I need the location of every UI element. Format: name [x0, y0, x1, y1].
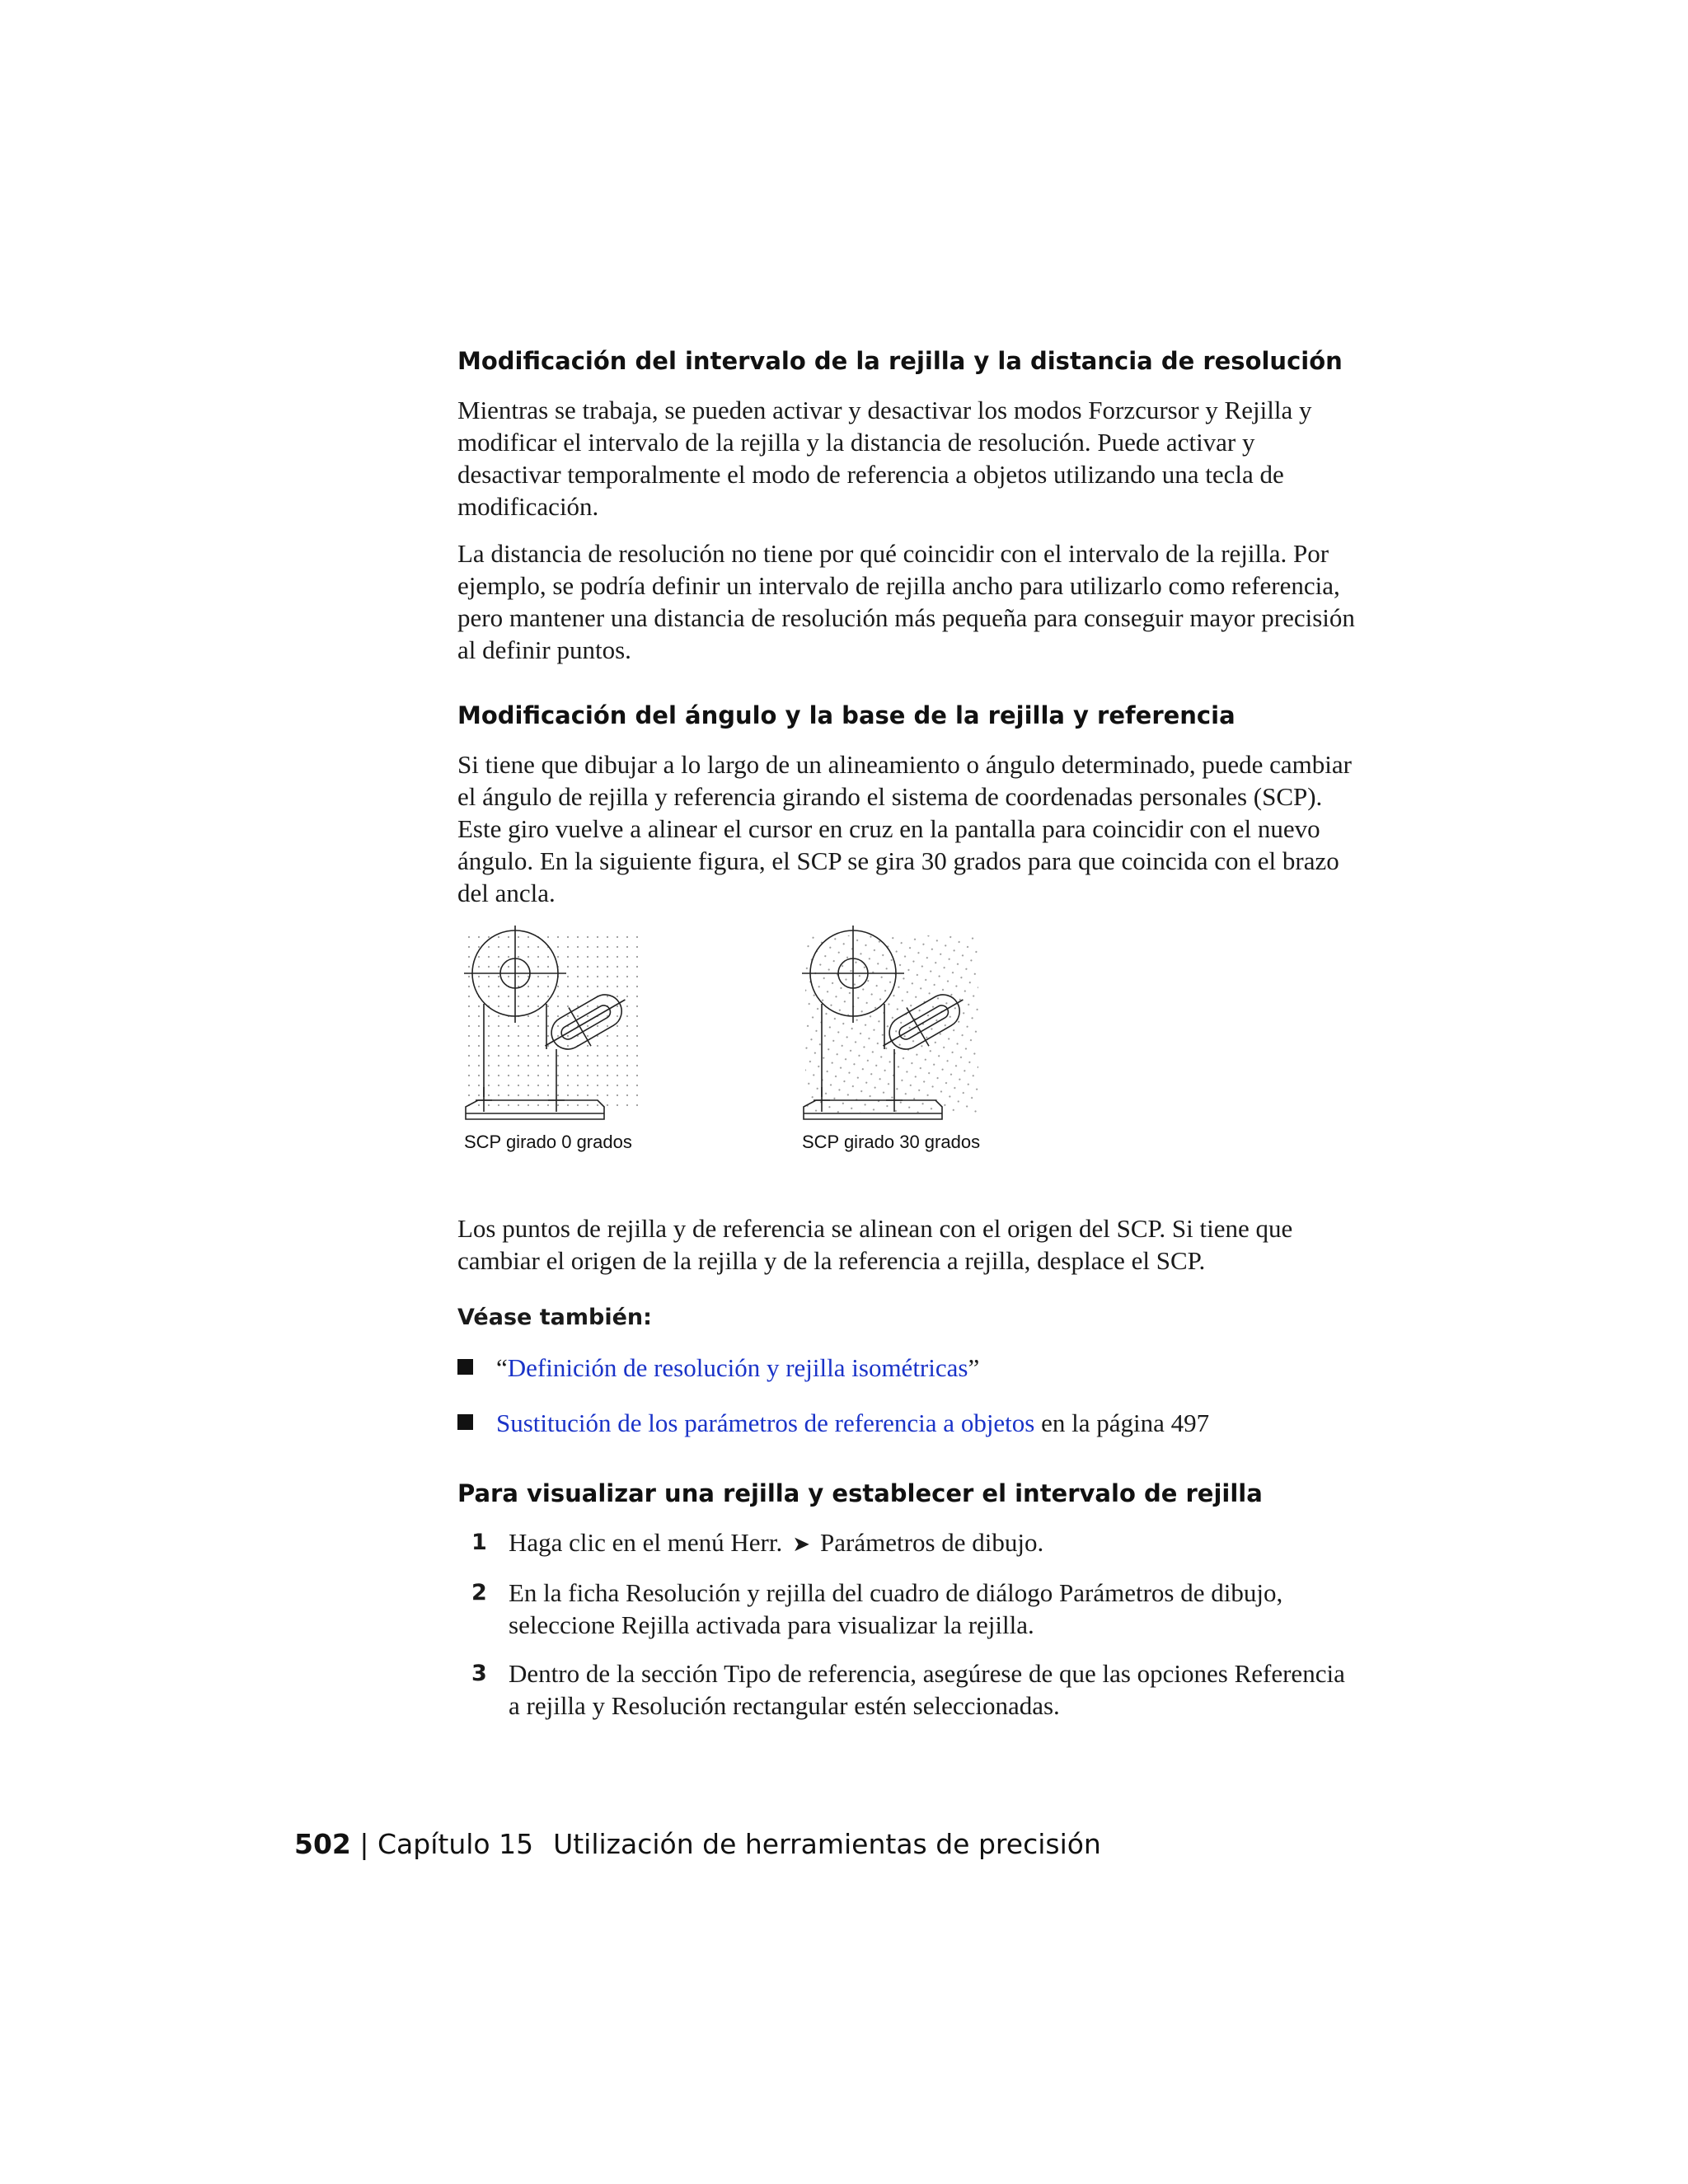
link-override-object-snap[interactable]: Sustitución de los parámetros de referencia a objetos	[496, 1408, 1035, 1437]
see-also-label: Véase también:	[457, 1305, 652, 1330]
step-text: Dentro de la sección Tipo de referencia, asegúrese de que las opciones Referencia a rejilla y Resolución rectangular estén seleccionadas.	[509, 1659, 1345, 1720]
open-quote: “	[496, 1353, 508, 1382]
link-isometric-snap[interactable]: Definición de resolución y rejilla isométricas	[507, 1353, 968, 1382]
paragraph: La distancia de resolución no tiene por qué coincidir con el intervalo de la rejilla. Por ejemplo, se podría definir un intervalo de rejilla ancho para utilizarlo como referencia, pero mantener una distancia de resolución más pequeña para conseguir mayor precisión al definir puntos.	[457, 539, 1355, 664]
step-text: Haga clic en el menú Herr.	[509, 1528, 783, 1557]
paragraph: Mientras se trabaja, se pueden activar y desactivar los modos Forzcursor y Rejilla y modificar el intervalo de la rejilla y la distancia de resolución. Puede activar y desactivar temporalmente el modo de referencia a objetos utilizando una tecla de modificación.	[457, 396, 1312, 521]
page-content	[457, 344, 1356, 1738]
paragraph: Si tiene que dibujar a lo largo de un alineamiento o ángulo determinado, puede cambiar el ángulo de rejilla y referencia girando el sistema de coordenadas personales (SCP). Este giro vuelve a alinear el cursor en cruz en la pantalla para coincidir con el nuevo ángulo. En la siguiente figura, el SCP se gira 30 grados para que coincida con el brazo del ancla.	[457, 750, 1352, 907]
footer-separator: |	[350, 1828, 377, 1860]
anchor-drawing-0-degrees	[457, 926, 647, 1127]
square-bullet-icon	[457, 1359, 473, 1375]
page-reference: en la página 497	[1034, 1408, 1210, 1437]
step-number: 3	[471, 1661, 487, 1686]
list-item	[457, 1407, 1356, 1439]
procedure-steps	[457, 1526, 1356, 1722]
step-number: 2	[471, 1580, 487, 1605]
figure-caption-left: SCP girado 0 grados	[464, 1132, 632, 1152]
section-heading: Modificación del ángulo y la base de la rejilla y referencia	[457, 701, 1236, 729]
square-bullet-icon	[457, 1414, 473, 1430]
list-item	[457, 1352, 1356, 1384]
page-number: 502	[294, 1828, 351, 1860]
menu-arrow-icon: ➤	[792, 1532, 811, 1556]
step-item	[457, 1577, 1356, 1641]
figure-caption-right: SCP girado 30 grados	[802, 1132, 981, 1152]
procedure-heading: Para visualizar una rejilla y establecer el intervalo de rejilla	[457, 1479, 1263, 1507]
paragraph: Los puntos de rejilla y de referencia se alinean con el origen del SCP. Si tiene que cambiar el origen de la rejilla y de la referencia a rejilla, desplace el SCP.	[457, 1214, 1293, 1275]
page-footer	[294, 1828, 1101, 1860]
anchor-figure	[457, 926, 1356, 1173]
close-quote: ”	[968, 1353, 980, 1382]
step-number: 1	[471, 1530, 487, 1555]
chapter-title: Utilización de herramientas de precisión	[553, 1828, 1101, 1860]
step-item	[457, 1657, 1356, 1722]
step-text: En la ficha Resolución y rejilla del cuadro de diálogo Parámetros de dibujo, seleccione Rejilla activada para visualizar la rejilla.	[509, 1578, 1283, 1639]
step-item	[457, 1526, 1356, 1560]
see-also-list	[457, 1352, 1356, 1439]
chapter-label: Capítulo 15	[377, 1828, 534, 1860]
anchor-drawing-30-degrees	[795, 926, 985, 1127]
section-heading: Modificación del intervalo de la rejilla y la distancia de resolución	[457, 347, 1343, 375]
step-text: Parámetros de dibujo.	[820, 1528, 1044, 1557]
